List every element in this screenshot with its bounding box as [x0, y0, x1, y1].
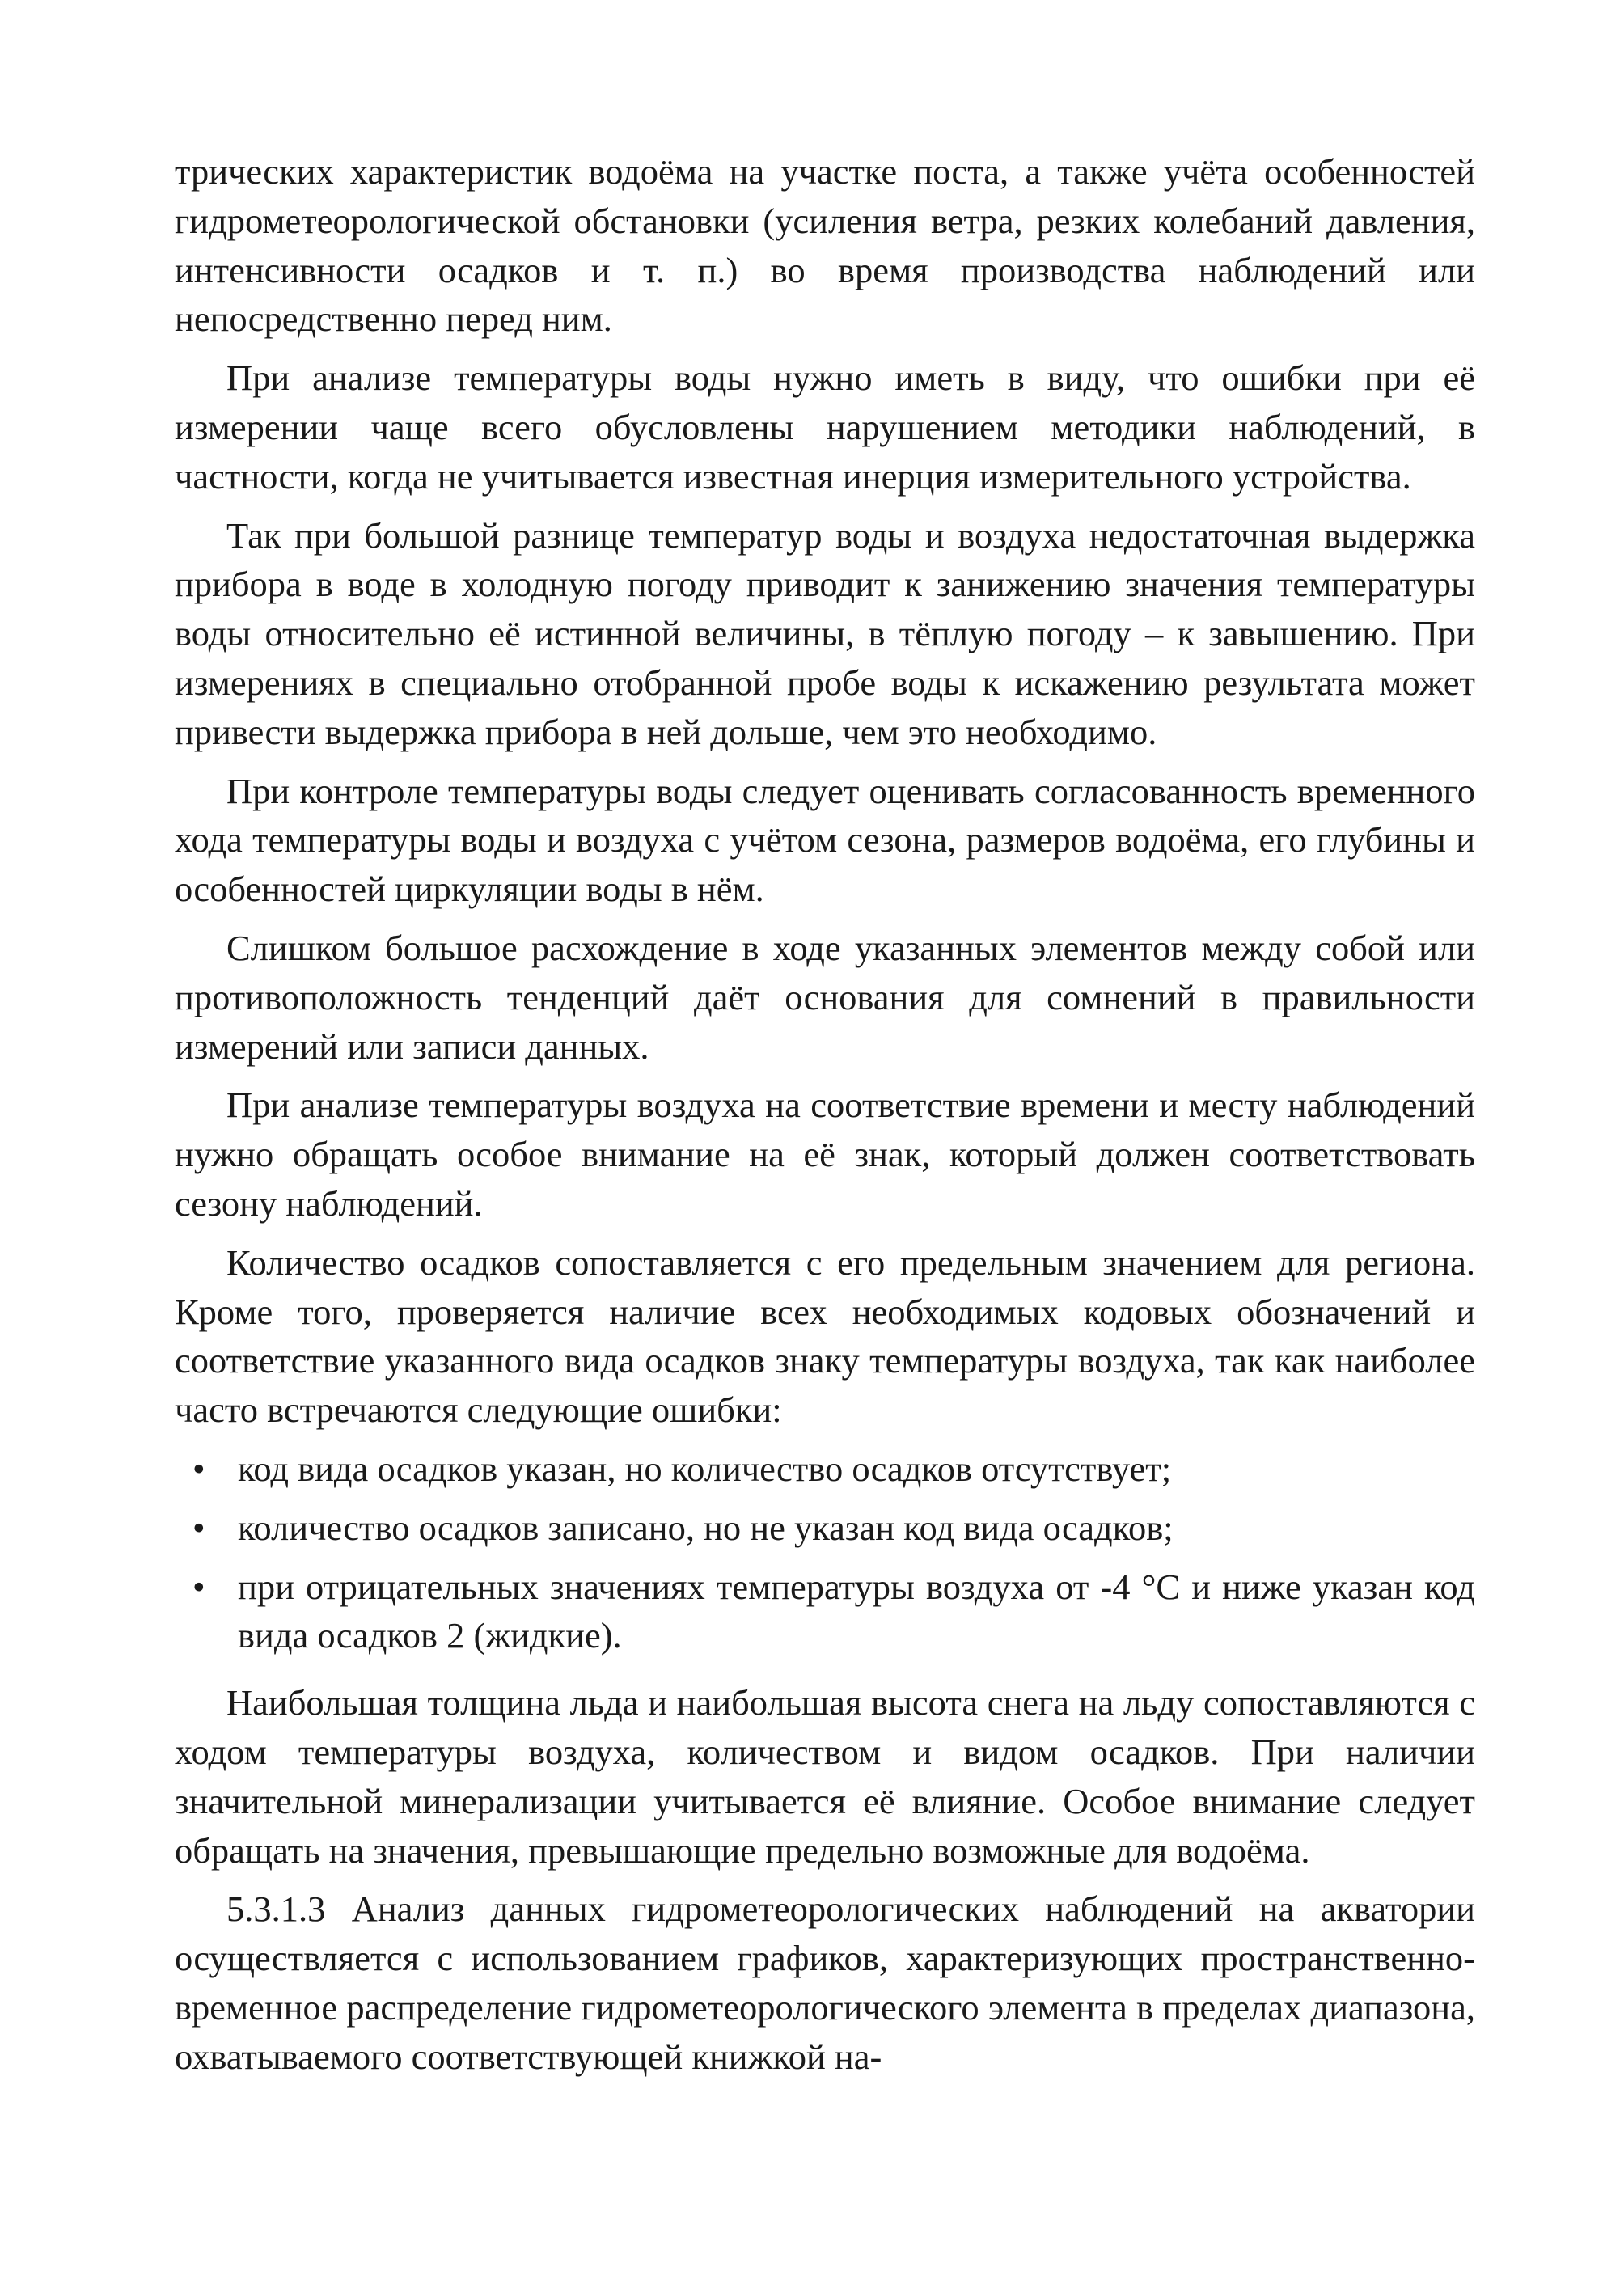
bullet-marker: •: [192, 1448, 205, 1489]
list-item-text: количество осадков записано, но не указан код вида осадков;: [238, 1507, 1174, 1548]
paragraph-water-temperature-control: При контроле температуры воды следует оценивать согласованность временного хода температуры воды и воздуха с учётом сезона, размеров водоёма, его глубины и особенностей циркуляции воды в нём.: [175, 770, 1475, 910]
paragraph-ice-snow: Наибольшая толщина льда и наибольшая высота снега на льду сопоставляются с ходом температуры воздуха, количеством и видом осадков. При наличии значительной минерализации учитывается её влияние. Особое внимание следует обращать на значения, превышающие предельно возможные для водоёма.: [175, 1682, 1475, 1871]
paragraph-divergence: Слишком большое расхождение в ходе указанных элементов между собой или противоположность тенденций даёт основания для сомнений в правильности измерений или записи данных.: [175, 927, 1475, 1067]
list-item-text: при отрицательных значениях температуры воздуха от -4 °C и ниже указан код вида осадков 2 (жидкие).: [238, 1566, 1475, 1656]
paragraph-precipitation: Количество осадков сопоставляется с его предельным значением для региона. Кроме того, проверяется наличие всех необходимых кодовых обозначений и соответствие указанного вида осадков знаку температуры воздуха, так как наиболее часто встречаются следующие ошибки:: [175, 1241, 1475, 1431]
list-item: [175, 1444, 1475, 1494]
list-item: [175, 1563, 1475, 1661]
bullet-marker: •: [192, 1566, 205, 1607]
error-list: [175, 1444, 1475, 1660]
paragraph-section-5-3-1-3: 5.3.1.3 Анализ данных гидрометеорологических наблюдений на акватории осуществляется с использованием графиков, характеризующих пространственно-временное распределение гидрометеорологического элемента в пределах диапазона, охватываемого соответствующей книжкой на-: [175, 1888, 1475, 2077]
page-body: [175, 147, 1475, 2081]
list-item-text: код вида осадков указан, но количество осадков отсутствует;: [238, 1448, 1172, 1489]
paragraph-water-temperature-errors: При анализе температуры воды нужно иметь в виду, что ошибки при её измерении чаще всего обусловлены нарушением методики наблюдений, в частности, когда не учитывается известная инерция измерительного устройства.: [175, 357, 1475, 497]
paragraph-air-temperature: При анализе температуры воздуха на соответствие времени и месту наблюдений нужно обращать особое внимание на её знак, который должен соответствовать сезону наблюдений.: [175, 1085, 1475, 1224]
paragraph-continuation: трических характеристик водоёма на участке поста, а также учёта особенностей гидрометеорологической обстановки (усиления ветра, резких колебаний давления, интенсивности осадков и т. п.) во время производства наблюдений или непосредственно перед ним.: [175, 151, 1475, 340]
list-item: [175, 1503, 1475, 1553]
bullet-marker: •: [192, 1507, 205, 1548]
paragraph-instrument-exposure: Так при большой разнице температур воды и воздуха недостаточная выдержка прибора в воде в холодную погоду приводит к занижению значения температуры воды относительно её истинной величины, в тёплую погоду – к завышению. При измерениях в специально отобранной пробе воды к искажению результата может привести выдержка прибора в ней дольше, чем это необходимо.: [175, 514, 1475, 752]
